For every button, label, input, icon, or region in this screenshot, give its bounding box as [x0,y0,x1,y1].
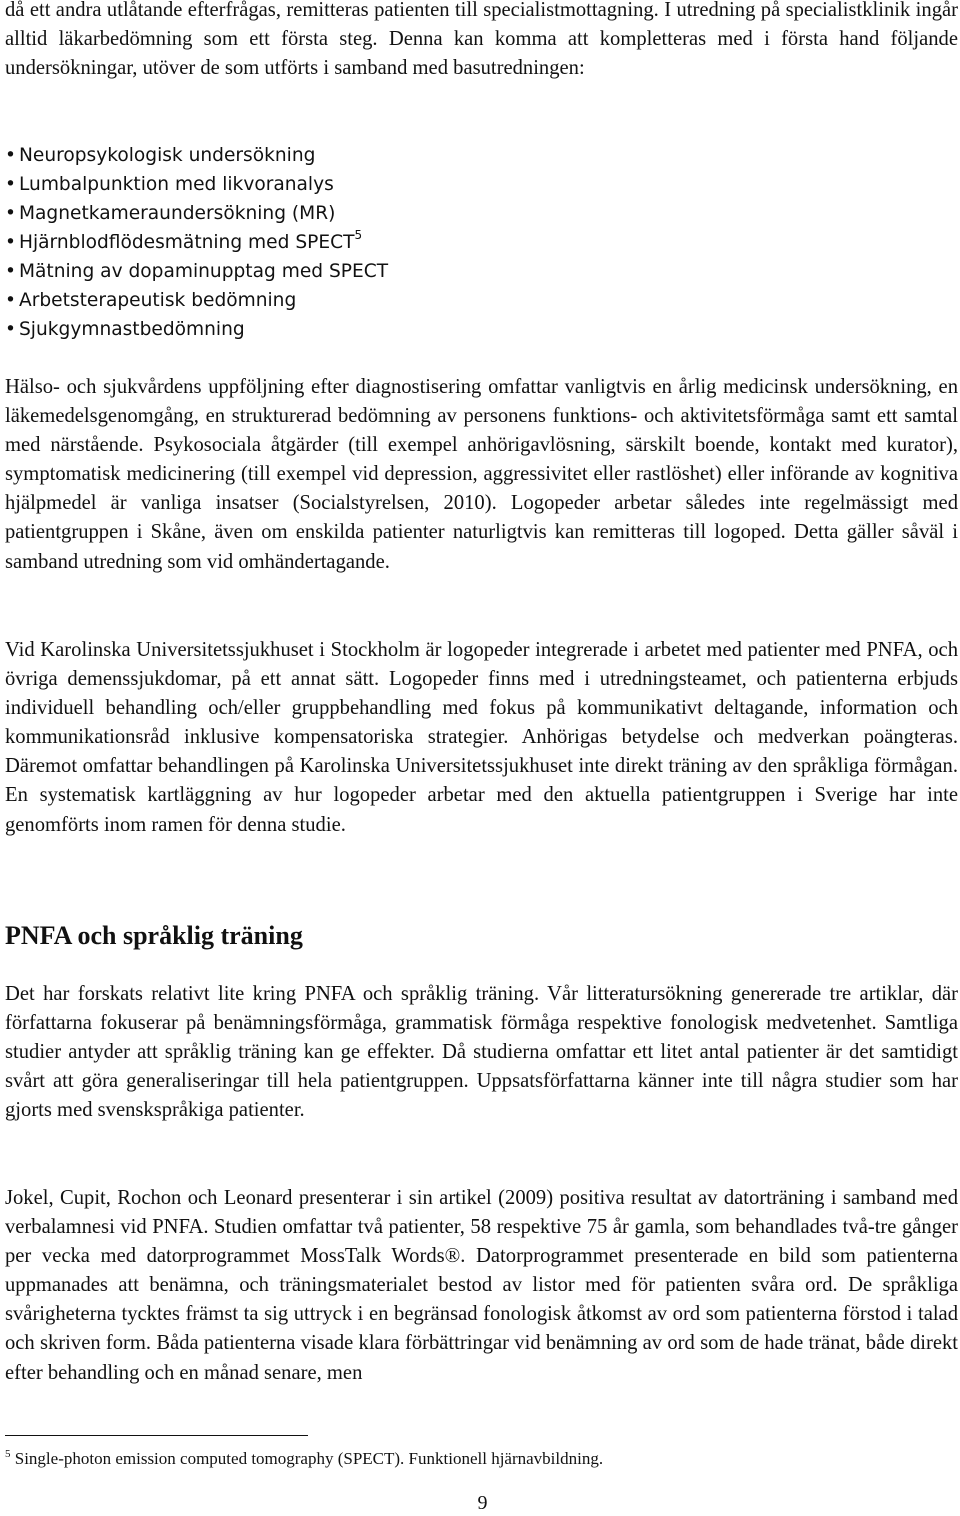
list-item [5,141,388,170]
body-paragraph: Det har forskats relativt lite kring PNFA och språklig träning. Vår litteratursökning genererade tre artiklar, där författarna fokuserar på benämningsförmåga, grammatisk förmåga respektive fonologisk medvetenhet. Samtliga studier antyder att språklig träning kan ge effekter. Då studierna omfattar ett litet antal patienter är det samtidigt svårt att göra generaliseringar till hela patientgruppen. Uppsatsförfattarna känner inte till några studier som har gjorts med svenskspråkiga patienter. [5,983,958,1122]
list-item-text: Magnetkameraundersökning (MR) [19,203,336,224]
footnote-text: Single-photon emission computed tomography (SPECT). Funktionell hjärnavbildning. [10,1449,604,1468]
list-item-text: Sjukgymnastbedömning [19,319,245,340]
body-paragraph: Vid Karolinska Universitetssjukhuset i Stockholm är logopeder integrerade i arbetet med patienter med PNFA, och övriga demenssjukdomar, på ett annat sätt. Logopeder finns med i utredningsteamet, och patienterna erbjuds individuell behandling och/eller gruppbehandling med fokus på kommunikativt deltagande, information och kommunikationsråd inklusive kompensatoriska strategier. Anhörigas betydelse och medverkan poängteras. Däremot omfattar behandlingen på Karolinska Universitetssjukhuset inte direkt träning av den språkliga förmågan. En systematisk kartläggning av hur logopeder arbetar med den aktuella patientgruppen i Sverige har inte genomförts inom ramen för denna studie. [5,639,958,836]
intro-paragraph: då ett andra utlåtande efterfrågas, remitteras patienten till specialistmottagning. I utredning på specialistklinik ingår alltid läkarbedömning som ett första steg. Denna kan komma att kompletteras med i första hand följande undersökningar, utöver de som utförts i samband med basutredningen: [5,0,958,80]
list-item-text: Neuropsykologisk undersökning [19,145,316,166]
list-item [5,286,388,315]
footnote-number: 5 [5,1448,11,1460]
footnote-reference[interactable]: 5 [354,228,363,242]
footnote [5,1446,603,1472]
examination-list [5,141,388,344]
list-item [5,257,388,286]
body-paragraph: Jokel, Cupit, Rochon och Leonard presenterar i sin artikel (2009) positiva resultat av datorträning i samband med verbalamnesi vid PNFA. Studien omfattar två patienter, 58 respektive 75 år gamla, som behandlades två-tre gånger per vecka med datorprogrammet MossTalk Words®. Datorprogrammet presenterade en bild som patienterna uppmanades att benämna, och träningsmaterialet bestod av listor med för patienten svåra ord. De språkliga svårigheterna tycktes främst ta sig uttryck i en begränsad fonologisk åtkomst av ord som patienterna förstod i talad och skriven form. Båda patienterna visade klara förbättringar vid benämning av ord som de hade tränat, både direkt efter behandling och en månad senare, men [5,1187,958,1384]
list-item [5,199,388,228]
page-number: 9 [477,1492,488,1514]
list-item-text: Hjärnblodflödesmätning med SPECT [19,232,355,253]
list-item [5,315,388,344]
list-item-text: Arbetsterapeutisk bedömning [19,290,297,311]
footnote-divider [5,1435,308,1436]
list-item-text: Lumbalpunktion med likvoranalys [19,174,334,195]
list-item [5,228,388,257]
section-heading: PNFA och språklig träning [5,921,303,950]
body-paragraph: Hälso- och sjukvårdens uppföljning efter diagnostisering omfattar vanligtvis en årlig medicinsk undersökning, en läkemedelsgenomgång, en strukturerad bedömning av personens funktions- och aktivitetsförmåga samt ett samtal med närstående. Psykosociala åtgärder (till exempel anhörigavlösning, särskilt boende, kontakt med kurator), symptomatisk medicinering (till exempel vid depression, aggressivitet eller rastlöshet) eller införande av kognitiva hjälpmedel är vanliga insatser (Socialstyrelsen, 2010). Logopeder arbetar således inte regelmässigt med patientgruppen i Skåne, även om enskilda patienter naturligtvis kan remitteras till logoped. Detta gäller såväl i samband utredning som vid omhändertagande. [5,376,958,573]
list-item [5,170,388,199]
list-item-text: Mätning av dopaminupptag med SPECT [19,261,389,282]
